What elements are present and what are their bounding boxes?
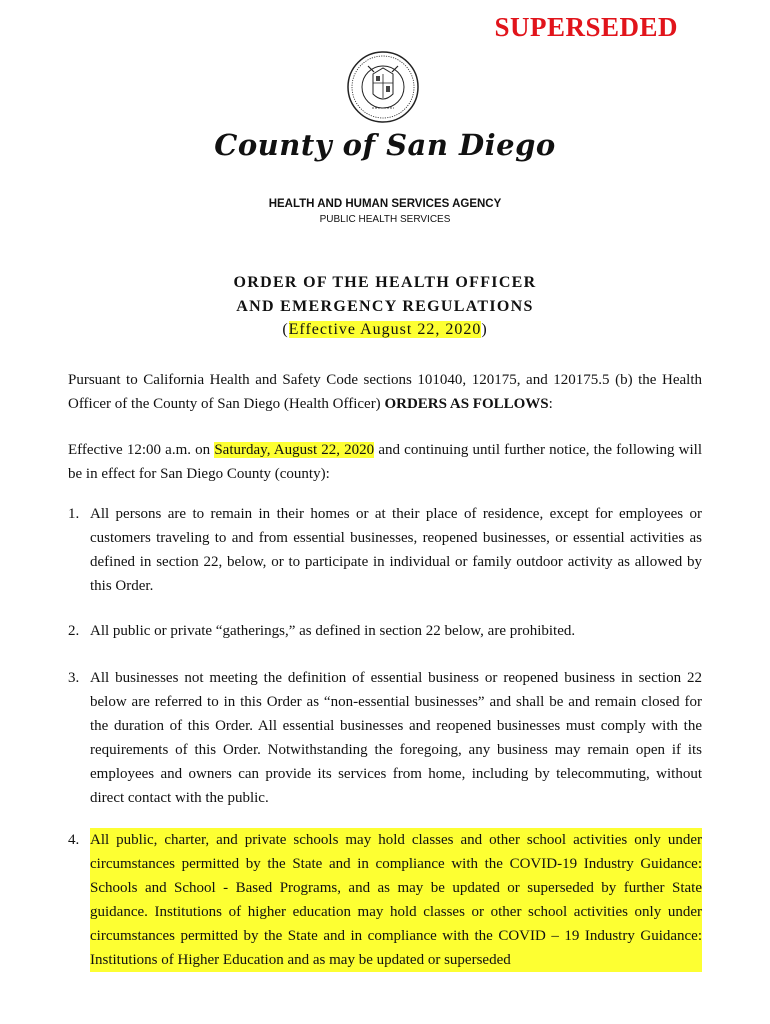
county-seal-icon (346, 50, 420, 124)
effective-paragraph (68, 438, 702, 486)
effective-date-highlight: Effective August 22, 2020 (288, 321, 482, 338)
intro-paragraph (68, 368, 702, 416)
paren-close: ) (481, 321, 488, 338)
list-item-number: 1. (68, 506, 80, 522)
list-item-text: All persons are to remain in their homes or at their place of residence, except for employees or customers traveling to and from essential businesses, reopened businesses, or essential activities as defined in section 22, below, or to participate in individual or family outdoor activity as allowed by this Order. (90, 506, 702, 594)
list-item-number: 4. (68, 832, 80, 848)
list-item-number: 3. (68, 670, 80, 686)
list-item-text: All public, charter, and private schools may hold classes and other school activities only under circumstances permitted by the State and in compliance with the COVID-19 Industry Guidance: Schools and School - Based Programs, and as may be updated or superseded by further State guidance. Institutions of higher education may hold classes or other school activities only under circumstances permitted by the State and in compliance with the COVID – 19 Industry Guidance: Institutions of Higher Education and as may be updated or superseded (90, 828, 702, 972)
effective-date-heading (0, 321, 770, 339)
intro-text: Pursuant to California Health and Safety Code sections 101040, 120175, and 120175.5 (b) the Health Officer of the County of San Diego (Health Officer) (68, 372, 702, 412)
services-name: PUBLIC HEALTH SERVICES (319, 214, 451, 225)
effective-before: Effective 12:00 a.m. on (68, 442, 215, 458)
orders-as-follows: ORDERS AS FOLLOWS (384, 396, 549, 412)
list-item (68, 666, 702, 810)
list-item (68, 828, 702, 972)
list-item-number: 2. (68, 623, 80, 639)
intro-end: : (548, 396, 553, 412)
list-item-text: All public or private “gatherings,” as defined in section 22 below, are prohibited. (90, 623, 576, 639)
superseded-stamp: SUPERSEDED (494, 12, 678, 42)
effective-date-text: Saturday, August 22, 2020 (214, 442, 375, 458)
paren-open: ( (282, 321, 289, 338)
order-title-line1: ORDER OF THE HEALTH OFFICER (233, 274, 537, 291)
county-name: County of San Diego (214, 128, 556, 162)
list-item-text: All businesses not meeting the definition of essential business or reopened business in section 22 below are referred to in this Order as “non-essential businesses” and shall be and remain closed for the duration of this Order. All essential businesses and reopened businesses must comply with the requirements of this Order. Notwithstanding the foregoing, any business may remain open if its employees and owners can provide its services from home, including by telecommuting, without direct contact with the public. (90, 670, 702, 806)
list-item (68, 619, 702, 643)
order-title-line2: AND EMERGENCY REGULATIONS (236, 298, 534, 315)
list-item (68, 502, 702, 598)
effective-after: and continuing until further notice, the following will be in effect for San Diego County (county): (68, 442, 703, 482)
agency-name: HEALTH AND HUMAN SERVICES AGENCY (268, 198, 502, 210)
